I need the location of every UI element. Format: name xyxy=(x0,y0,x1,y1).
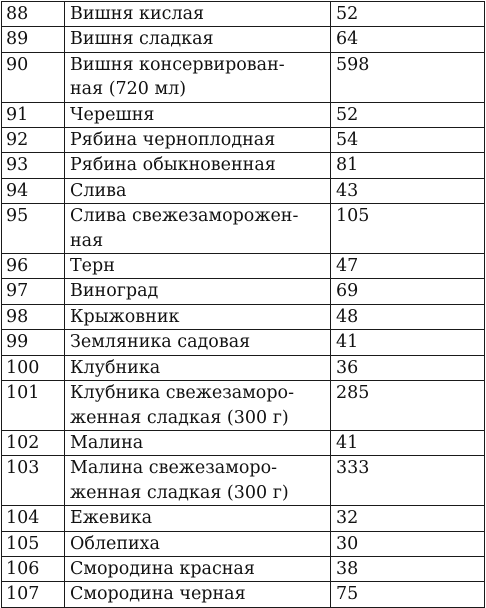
table-row xyxy=(2,52,485,102)
value-cell: 38 xyxy=(331,556,485,581)
product-name-cell xyxy=(65,330,331,355)
table-row xyxy=(2,2,485,27)
row-number-cell: 99 xyxy=(2,330,65,355)
row-number-cell: 92 xyxy=(2,128,65,153)
product-name-line: Клубника xyxy=(70,357,161,378)
row-number-cell: 88 xyxy=(2,2,65,27)
row-number-cell: 97 xyxy=(2,279,65,304)
value-cell: 48 xyxy=(331,304,485,329)
product-name-line: Смородина красная xyxy=(70,558,255,579)
product-name-line: Облепиха xyxy=(70,533,160,554)
product-name-line: Слива свежезаморожен- xyxy=(70,206,299,227)
product-name-cell xyxy=(65,153,331,178)
product-name-line: ная xyxy=(70,230,104,251)
value-cell: 105 xyxy=(331,204,485,254)
table-row xyxy=(2,381,485,431)
table-row xyxy=(2,355,485,380)
table-row xyxy=(2,531,485,556)
value-cell: 52 xyxy=(331,102,485,127)
product-name-cell xyxy=(65,204,331,254)
product-name-cell xyxy=(65,178,331,203)
product-name-line: Рябина обыкновенная xyxy=(70,155,276,176)
table-body xyxy=(2,2,485,608)
product-name-line: Рябина черноплодная xyxy=(70,130,276,151)
value-cell: 43 xyxy=(331,178,485,203)
product-name-line: Виноград xyxy=(70,281,159,302)
product-name-cell xyxy=(65,582,331,607)
product-name-line: Слива xyxy=(70,180,127,201)
row-number-cell: 100 xyxy=(2,355,65,380)
value-cell: 47 xyxy=(331,254,485,279)
value-cell: 36 xyxy=(331,355,485,380)
product-name-cell xyxy=(65,102,331,127)
row-number-cell: 105 xyxy=(2,531,65,556)
row-number-cell: 94 xyxy=(2,178,65,203)
value-cell: 81 xyxy=(331,153,485,178)
row-number-cell: 96 xyxy=(2,254,65,279)
product-name-cell xyxy=(65,254,331,279)
product-name-cell xyxy=(65,556,331,581)
product-name-line: Вишня кислая xyxy=(70,4,205,24)
product-name-line: женная сладкая (300 г) xyxy=(70,407,289,428)
table-row xyxy=(2,304,485,329)
value-cell: 333 xyxy=(331,456,485,506)
product-name-cell xyxy=(65,531,331,556)
value-cell: 69 xyxy=(331,279,485,304)
product-name-line: Вишня сладкая xyxy=(70,29,214,50)
product-name-cell xyxy=(65,2,331,27)
row-number-cell: 101 xyxy=(2,381,65,431)
product-name-cell xyxy=(65,52,331,102)
table-row xyxy=(2,582,485,607)
row-number-cell: 95 xyxy=(2,204,65,254)
table-row xyxy=(2,279,485,304)
table-row xyxy=(2,556,485,581)
product-name-line: Крыжовник xyxy=(70,306,180,327)
value-cell: 75 xyxy=(331,582,485,607)
product-name-line: Терн xyxy=(70,256,115,277)
row-number-cell: 106 xyxy=(2,556,65,581)
product-name-cell xyxy=(65,506,331,531)
value-cell: 52 xyxy=(331,2,485,27)
product-name-cell xyxy=(65,355,331,380)
table-row xyxy=(2,178,485,203)
value-cell: 30 xyxy=(331,531,485,556)
value-cell: 32 xyxy=(331,506,485,531)
table-row xyxy=(2,102,485,127)
product-name-line: Земляника садовая xyxy=(70,332,251,353)
value-cell: 64 xyxy=(331,27,485,52)
row-number-cell: 98 xyxy=(2,304,65,329)
table-row xyxy=(2,254,485,279)
data-table xyxy=(1,1,485,608)
product-name-line: Малина свежезаморо- xyxy=(70,458,278,479)
product-name-cell xyxy=(65,381,331,431)
value-cell: 285 xyxy=(331,381,485,431)
table-row xyxy=(2,27,485,52)
table-row xyxy=(2,128,485,153)
product-name-cell xyxy=(65,430,331,455)
row-number-cell: 91 xyxy=(2,102,65,127)
row-number-cell: 102 xyxy=(2,430,65,455)
product-name-line: Черешня xyxy=(70,104,155,125)
row-number-cell: 103 xyxy=(2,456,65,506)
product-name-line: женная сладкая (300 г) xyxy=(70,482,289,503)
value-cell: 41 xyxy=(331,430,485,455)
table-row xyxy=(2,153,485,178)
row-number-cell: 104 xyxy=(2,506,65,531)
table-row xyxy=(2,204,485,254)
product-name-line: Ежевика xyxy=(70,508,153,529)
row-number-cell: 107 xyxy=(2,582,65,607)
product-name-line: Клубника свежезаморо- xyxy=(70,383,294,404)
product-name-cell xyxy=(65,304,331,329)
row-number-cell: 89 xyxy=(2,27,65,52)
product-name-cell xyxy=(65,456,331,506)
product-name-line: ная (720 мл) xyxy=(70,79,187,100)
row-number-cell: 90 xyxy=(2,52,65,102)
table-row xyxy=(2,430,485,455)
product-name-cell xyxy=(65,279,331,304)
product-name-line: Вишня консервирован- xyxy=(70,54,285,75)
value-cell: 598 xyxy=(331,52,485,102)
row-number-cell: 93 xyxy=(2,153,65,178)
product-name-cell xyxy=(65,128,331,153)
value-cell: 41 xyxy=(331,330,485,355)
product-name-line: Малина xyxy=(70,432,144,453)
table-row xyxy=(2,506,485,531)
product-name-cell xyxy=(65,27,331,52)
table-row xyxy=(2,330,485,355)
value-cell: 54 xyxy=(331,128,485,153)
table-row xyxy=(2,456,485,506)
product-name-line: Смородина черная xyxy=(70,584,246,605)
